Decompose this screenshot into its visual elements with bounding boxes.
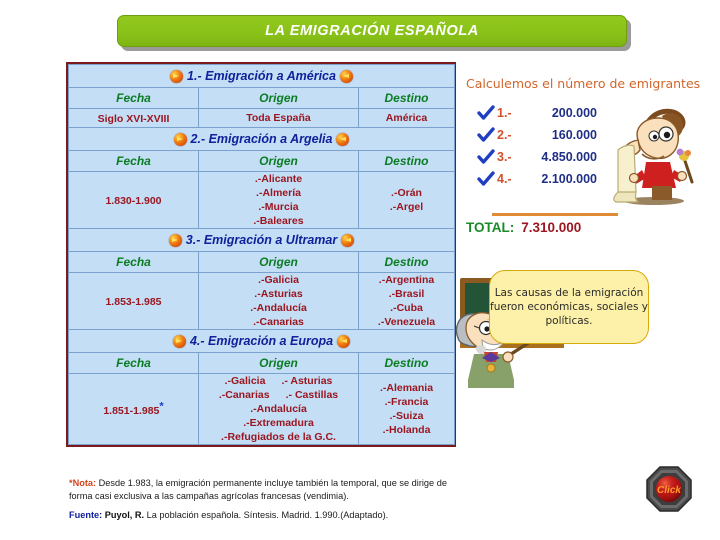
fuente-line xyxy=(69,509,464,522)
arrow-right-bullet-icon xyxy=(174,133,187,146)
footnotes xyxy=(69,477,464,522)
cell-line: .-Alemania xyxy=(379,382,434,394)
fuente-label: Fuente: xyxy=(69,510,103,520)
row-index: 2.- xyxy=(497,128,512,142)
arrow-left-bullet-icon xyxy=(341,234,354,247)
cell-origen xyxy=(199,273,359,330)
table-row xyxy=(69,172,455,229)
column-header-row xyxy=(69,88,455,109)
cell-line: .-Argel xyxy=(389,201,424,213)
cell-line: .-Canarias xyxy=(253,316,304,328)
cell-line: .-Suiza xyxy=(389,410,424,422)
table-row xyxy=(69,273,455,330)
arrow-right-bullet-icon xyxy=(173,335,186,348)
cell-line: .-Orán xyxy=(391,187,422,199)
column-header-origen: Origen xyxy=(199,353,359,374)
column-header-destino: Destino xyxy=(359,252,455,273)
section-heading-row xyxy=(69,330,455,353)
row-amount: 160.000 xyxy=(551,128,597,142)
column-header-destino: Destino xyxy=(359,353,455,374)
section-heading-label: 1.- Emigración a América xyxy=(187,69,336,83)
cell-destino xyxy=(359,273,455,330)
total-separator xyxy=(492,213,618,216)
row-amount: 4.850.000 xyxy=(541,150,597,164)
page-title: LA EMIGRACIÓN ESPAÑOLA xyxy=(265,23,479,39)
section-heading-row xyxy=(69,65,455,88)
emigrant-number-row xyxy=(478,102,597,124)
section-heading-3 xyxy=(69,229,455,252)
cell-line: .-Galicia .- Asturias xyxy=(224,375,333,387)
section-heading-4 xyxy=(69,330,455,353)
column-header-row xyxy=(69,151,455,172)
column-header-origen: Origen xyxy=(199,88,359,109)
cell-line: .-Alicante xyxy=(254,173,303,185)
cell-line: .-Andalucía xyxy=(250,403,307,415)
column-header-row xyxy=(69,252,455,273)
fuente-reference: La población española. Síntesis. Madrid. 1.990.(Adaptado). xyxy=(144,510,389,520)
cell-destino xyxy=(359,374,455,445)
column-header-origen: Origen xyxy=(199,151,359,172)
cell-line: .-Cuba xyxy=(390,302,423,314)
cell-destino xyxy=(359,172,455,229)
nota-line xyxy=(69,477,464,502)
row-amount: 2.100.000 xyxy=(541,172,597,186)
cell-origen xyxy=(199,374,359,445)
cell-line: .-Francia xyxy=(384,396,429,408)
cell-fecha: Siglo XVI-XVIII xyxy=(97,113,170,125)
cell-line: .-Andalucía xyxy=(250,302,307,314)
emigrant-number-row xyxy=(478,168,597,190)
cell-line: .-Extremadura xyxy=(243,417,314,429)
nota-label: Nota: xyxy=(72,478,97,488)
checkmark-icon xyxy=(478,128,494,142)
row-amount: 200.000 xyxy=(551,106,597,120)
cell-line: .-Canarias .- Castillas xyxy=(218,389,339,401)
cell-line: .-Almería xyxy=(256,187,301,199)
cell-line: .-Refugiados de la G.C. xyxy=(221,431,336,443)
section-heading-2 xyxy=(69,128,455,151)
cell-fecha-wrap xyxy=(69,172,199,229)
cell-line: .-Argentina xyxy=(378,274,435,286)
cell-fecha-wrap xyxy=(69,109,199,128)
nota-asterisk: * xyxy=(69,478,73,488)
table-row xyxy=(69,374,455,445)
total-label: TOTAL: xyxy=(466,220,515,235)
section-heading-label: 4.- Emigración a Europa xyxy=(189,334,334,348)
emigrant-number-row xyxy=(478,146,597,168)
row-index: 3.- xyxy=(497,150,512,164)
table-row xyxy=(69,109,455,128)
cell-fecha: 1.853-1.985 xyxy=(105,296,162,308)
man-with-scroll-illustration xyxy=(596,96,708,208)
nota-text: Desde 1.983, la emigración permanente incluye también la temporal, que se dirige de forma casi exclusiva a las campañas agrícolas francesas (vendimia). xyxy=(69,478,447,501)
checkmark-icon xyxy=(478,150,494,164)
click-button-label: Click xyxy=(657,485,681,496)
cell-line: .-Venezuela xyxy=(377,316,436,328)
total-row xyxy=(466,220,581,235)
cell-line: Toda España xyxy=(246,112,311,124)
section-heading-row xyxy=(69,128,455,151)
calc-panel-title: Calculemos el número de emigrantes xyxy=(466,76,701,91)
cell-fecha-wrap xyxy=(69,374,199,445)
click-button[interactable] xyxy=(646,466,692,512)
column-header-fecha: Fecha xyxy=(69,353,199,374)
checkmark-icon xyxy=(478,172,494,186)
column-header-row xyxy=(69,353,455,374)
cell-line: América xyxy=(385,112,428,124)
cell-line: .-Holanda xyxy=(382,424,431,436)
fuente-author: Puyol, R. xyxy=(102,510,145,520)
cell-line: .-Murcia xyxy=(258,201,299,213)
arrow-left-bullet-icon xyxy=(340,70,353,83)
emigration-table xyxy=(66,62,456,447)
cell-fecha-wrap xyxy=(69,273,199,330)
column-header-fecha: Fecha xyxy=(69,151,199,172)
speech-bubble-text: Las causas de la emigración fueron económicas, sociales y políticas. xyxy=(490,287,648,327)
column-header-destino: Destino xyxy=(359,88,455,109)
arrow-left-bullet-icon xyxy=(337,335,350,348)
cell-origen xyxy=(199,172,359,229)
arrow-right-bullet-icon xyxy=(170,70,183,83)
cell-origen xyxy=(199,109,359,128)
cell-fecha: 1.830-1.900 xyxy=(105,195,162,207)
section-heading-label: 3.- Emigración a Ultramar xyxy=(185,233,338,247)
cell-line: .-Galicia xyxy=(258,274,299,286)
section-heading-label: 2.- Emigración a Argelia xyxy=(190,132,333,146)
column-header-fecha: Fecha xyxy=(69,252,199,273)
row-index: 4.- xyxy=(497,172,512,186)
arrow-right-bullet-icon xyxy=(169,234,182,247)
column-header-fecha: Fecha xyxy=(69,88,199,109)
cell-line: .-Asturias xyxy=(254,288,303,300)
causes-speech-bubble xyxy=(489,270,649,344)
total-value: 7.310.000 xyxy=(521,220,582,235)
section-heading-row xyxy=(69,229,455,252)
cell-destino xyxy=(359,109,455,128)
cell-line: .-Baleares xyxy=(253,215,304,227)
page-title-banner xyxy=(117,15,627,47)
cell-fecha: 1.851-1.985* xyxy=(103,400,164,417)
fecha-asterisk: * xyxy=(159,400,164,413)
cell-line: .-Brasil xyxy=(388,288,425,300)
row-index: 1.- xyxy=(497,106,512,120)
column-header-origen: Origen xyxy=(199,252,359,273)
arrow-left-bullet-icon xyxy=(336,133,349,146)
column-header-destino: Destino xyxy=(359,151,455,172)
checkmark-icon xyxy=(478,106,494,120)
section-heading-1 xyxy=(69,65,455,88)
emigrant-number-list xyxy=(478,102,597,190)
emigrant-number-row xyxy=(478,124,597,146)
